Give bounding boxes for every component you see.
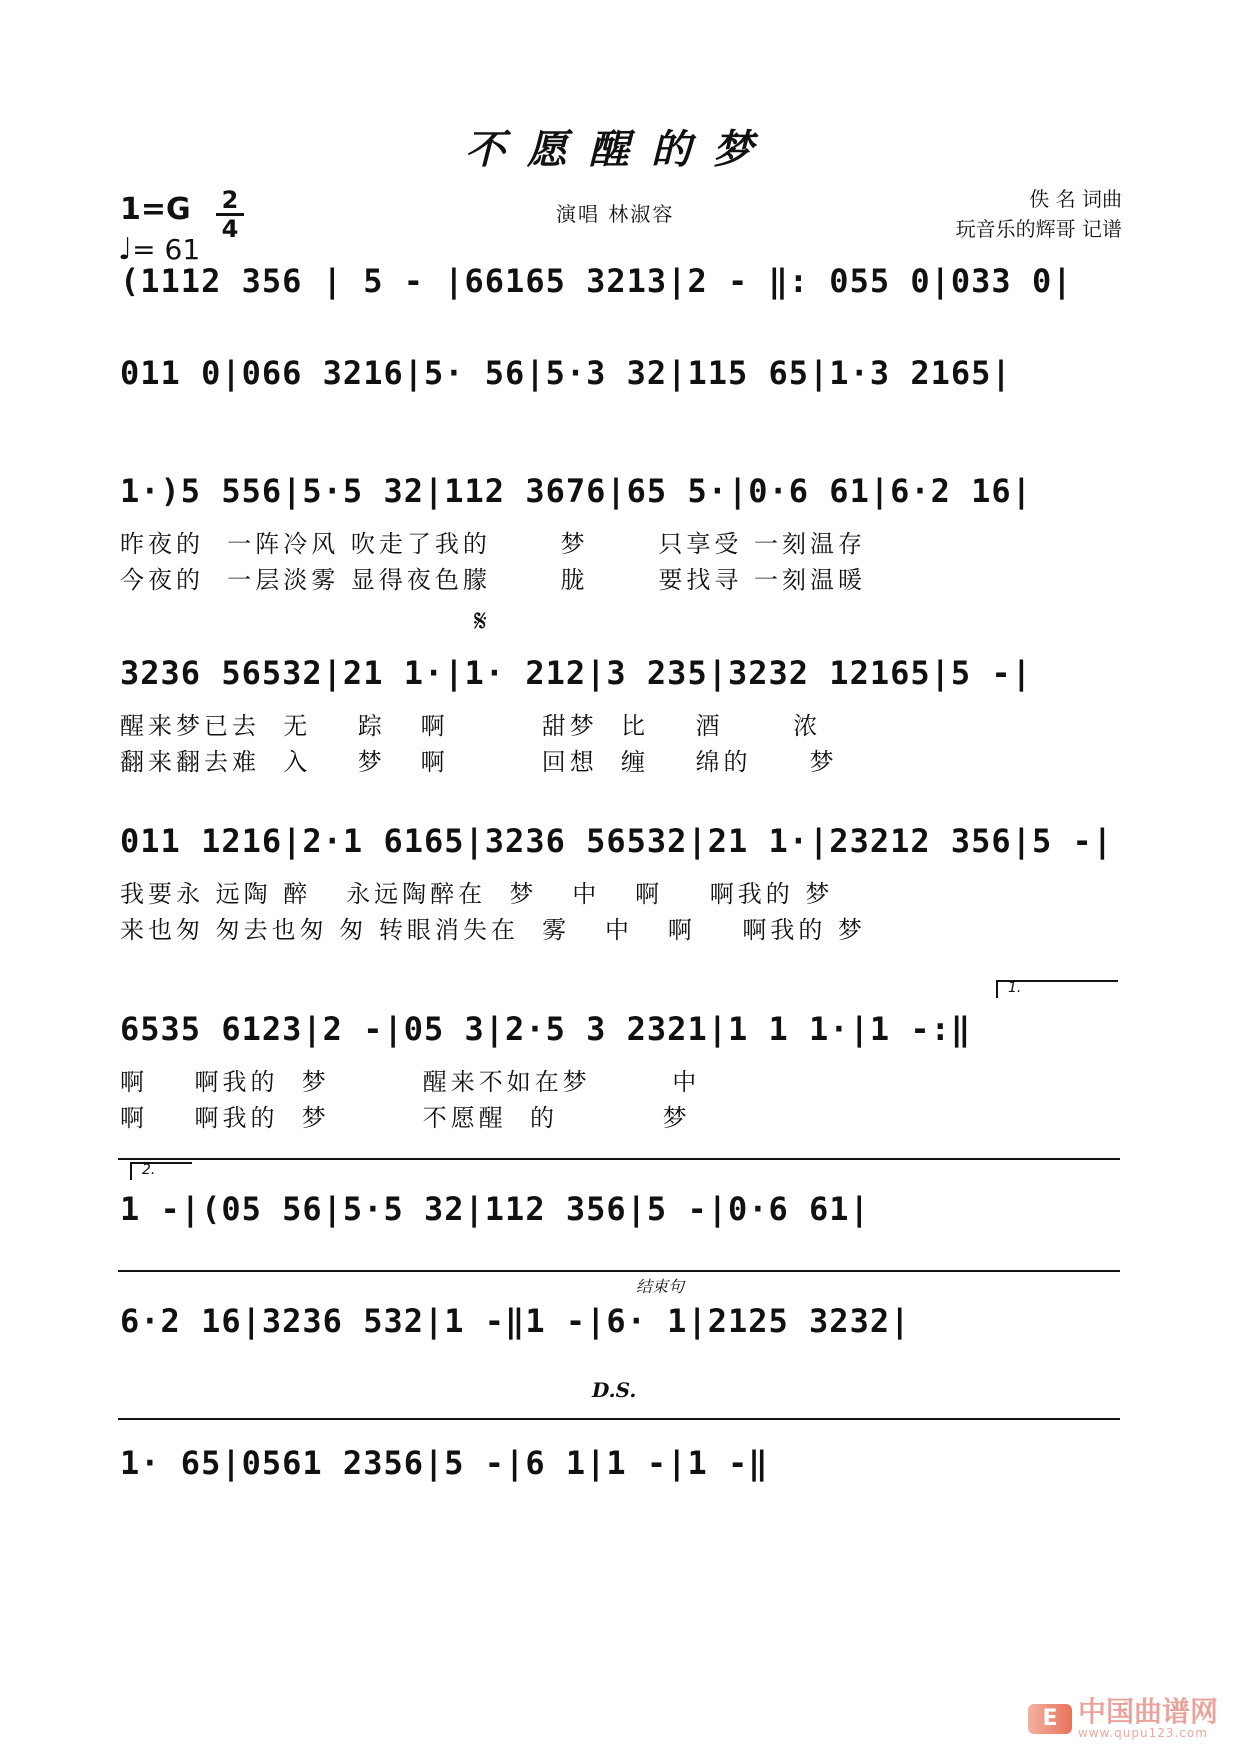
time-signature-bottom: 4	[221, 215, 239, 243]
watermark-text-block	[1077, 1695, 1218, 1740]
score-line-4: 3236 56532|21 1·|1· 212|3 235|3232 12165|5 -|	[120, 654, 1032, 692]
score-line-3: 1·)5 556|5·5 32|112 3676|65 5·|0·6 61|6·2 16|	[120, 472, 1032, 510]
time-signature-top: 2	[221, 186, 239, 214]
watermark	[1028, 1695, 1218, 1740]
score-line-8: 6·2 16|3236 532|1 -‖1 -|6· 1|2125 3232|	[120, 1302, 911, 1340]
lyric-line-4b: 翻来翻去难 入 梦 啊 回想 缠 绵的 梦	[120, 748, 838, 776]
time-signature	[216, 188, 244, 241]
lyric-line-5a: 我要永 远陶 醉 永远陶醉在 梦 中 啊 啊我的 梦	[120, 880, 834, 908]
system-rule-8	[118, 1270, 1120, 1272]
lyricist-composer-credit: 佚 名 词曲	[1029, 187, 1122, 211]
score-line-1: (1112 356 | 5 - |66165 3213|2 - ‖: 055 0|033 0|	[120, 262, 1073, 300]
score-line-6: 6535 6123|2 -|05 3|2·5 3 2321|1 1 1·|1 -:‖	[120, 1010, 972, 1048]
watermark-url: www.qupu123.com	[1077, 1726, 1208, 1740]
lyric-line-3a: 昨夜的 一阵冷风 吹走了我的 梦 只享受 一刻温存	[120, 530, 867, 558]
segno-icon: 𝄋	[474, 604, 487, 639]
quarter-note-icon: ♩	[118, 232, 133, 267]
lyric-line-5b: 来也匆 匆去也匆 匆 转眼消失在 雾 中 啊 啊我的 梦	[120, 916, 867, 944]
score-line-2: 011 0|066 3216|5· 56|5·3 32|115 65|1·3 2165|	[120, 354, 1012, 392]
site-logo-icon: E	[1028, 1704, 1072, 1734]
transcriber-credit: 玩音乐的辉哥 记谱	[955, 217, 1122, 241]
score-line-9: 1· 65|0561 2356|5 -|6 1|1 -|1 -‖	[120, 1444, 769, 1482]
key-signature: 1=G	[120, 192, 191, 227]
tempo-value: = 61	[132, 233, 201, 266]
lyric-line-6a: 啊 啊我的 梦 醒来不如在梦 中	[120, 1068, 701, 1096]
lyric-line-3b: 今夜的 一层淡雾 显得夜色朦 胧 要找寻 一刻温暖	[120, 566, 867, 594]
first-ending-bracket	[996, 980, 1118, 998]
system-rule-7	[118, 1158, 1120, 1160]
dal-segno-mark: D.S.	[592, 1378, 637, 1402]
system-rule-9	[118, 1418, 1120, 1420]
score-line-5: 011 1216|2·1 6165|3236 56532|21 1·|23212 356|5 -|	[120, 822, 1114, 860]
watermark-site-name: 中国曲谱网	[1077, 1695, 1218, 1728]
score-line-7: 1 -|(05 56|5·5 32|112 356|5 -|0·6 61|	[120, 1190, 870, 1228]
second-ending-bracket	[130, 1162, 192, 1180]
singer-credit: 演唱 林淑容	[556, 202, 675, 226]
lyric-line-4a: 醒来梦已去 无 踪 啊 甜梦 比 酒 浓	[120, 712, 822, 740]
second-ending-label: 2.	[142, 1162, 156, 1178]
first-ending-label: 1.	[1008, 980, 1022, 996]
song-title: 不愿醒的梦	[465, 126, 775, 173]
credits-block	[900, 184, 1122, 244]
lyric-line-6b: 啊 啊我的 梦 不愿醒 的 梦	[120, 1104, 691, 1132]
coda-label: 结束句	[636, 1277, 685, 1296]
